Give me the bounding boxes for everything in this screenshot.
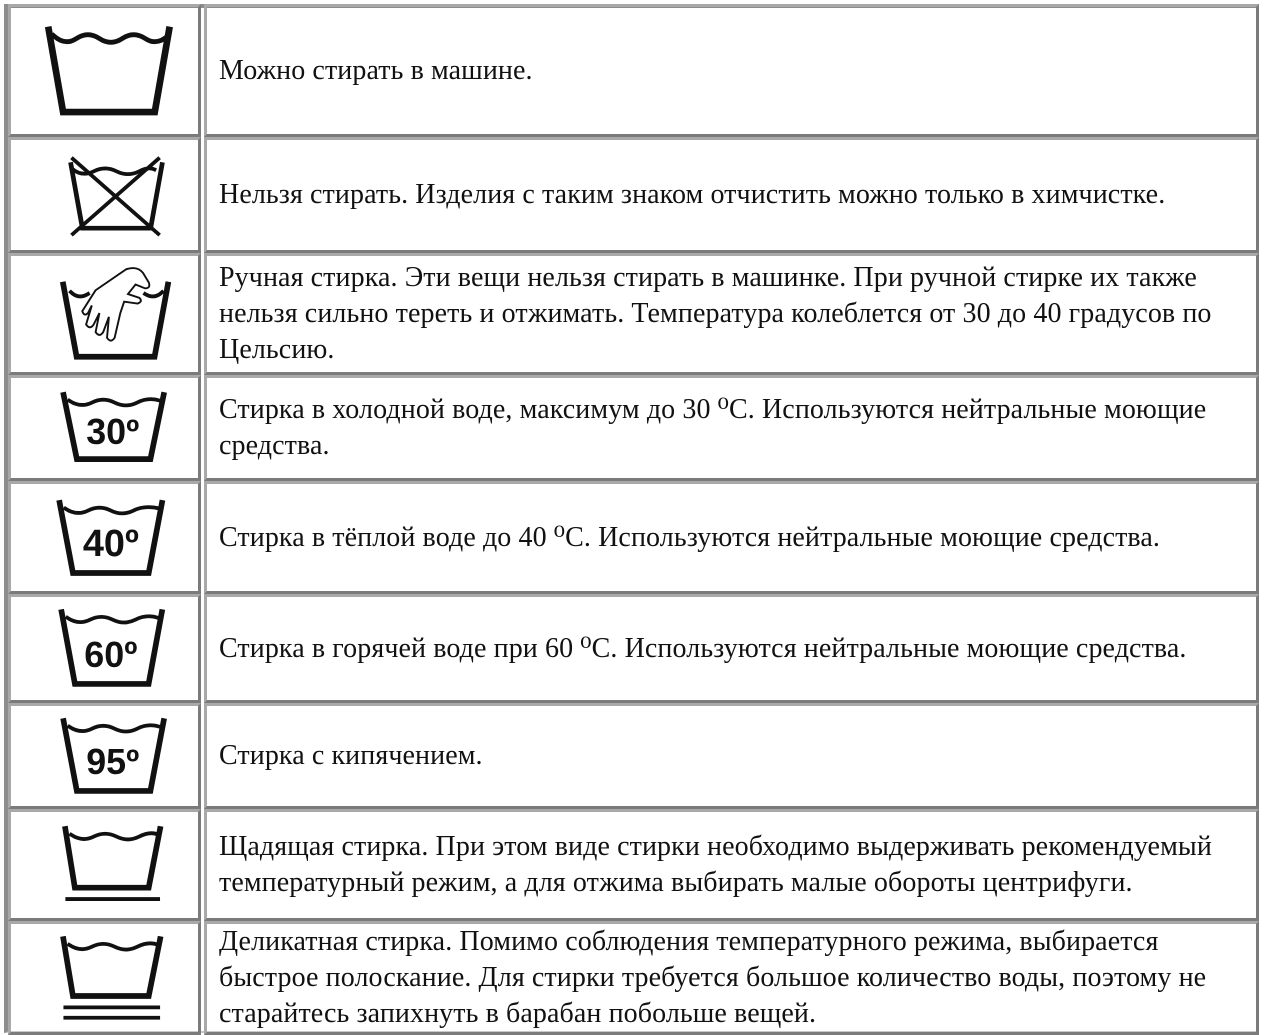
svg-text:40º: 40º (82, 522, 139, 565)
table-row (0, 809, 1265, 921)
svg-text:60º: 60º (84, 634, 138, 675)
hand-wash-icon (8, 253, 201, 375)
table-row (0, 481, 1265, 594)
row-description: Нельзя стирать. Изделия с таким знаком отчистить можно только в химчистке. (219, 179, 1166, 210)
wash-95-icon (8, 703, 201, 809)
row-description: Щадящая стирка. При этом виде стирки необходимо выдерживать рекомендуемый температурный режим, а для отжима выбирать малые обороты центрифуги. (219, 831, 1212, 898)
row-description: Стирка в тёплой воде до 40 ⁰С. Используются нейтральные моющие средства. (219, 521, 1161, 553)
gentle-wash-icon (8, 809, 201, 921)
row-description: Ручная стирка. Эти вещи нельзя стирать в машинке. При ручной стирке их также нельзя сильно тереть и отжимать. Температура колеблется от 30 до 40 градусов по Цельсию. (219, 262, 1212, 365)
machine-wash-icon (8, 4, 201, 137)
table-row (0, 375, 1265, 481)
table-row (0, 253, 1265, 375)
table-row (0, 4, 1265, 137)
row-description: Деликатная стирка. Помимо соблюдения температурного режима, выбирается быстрое полоскание. Для стирки требуется большое количество воды, поэтому не старайтесь запихнуть в барабан побольше вещей. (219, 926, 1207, 1029)
table-row (0, 921, 1265, 1035)
row-description: Стирка с кипячением. (219, 740, 483, 771)
table-row (0, 703, 1265, 809)
table-row (0, 594, 1265, 703)
table-row (0, 137, 1265, 253)
wash-60-icon (8, 594, 201, 703)
delicate-wash-icon (8, 921, 201, 1035)
row-description: Стирка в холодной воде, максимум до 30 ⁰С. Используются нейтральные моющие средства. (219, 394, 1207, 461)
do-not-wash-icon (8, 137, 201, 253)
row-description: Можно стирать в машине. (219, 54, 533, 86)
svg-text:95º: 95º (86, 741, 140, 782)
svg-text:30º: 30º (86, 412, 140, 453)
wash-40-icon (8, 481, 201, 594)
wash-30-icon (8, 375, 201, 481)
row-description: Стирка в горячей воде при 60 ⁰С. Используются нейтральные моющие средства. (219, 632, 1187, 664)
